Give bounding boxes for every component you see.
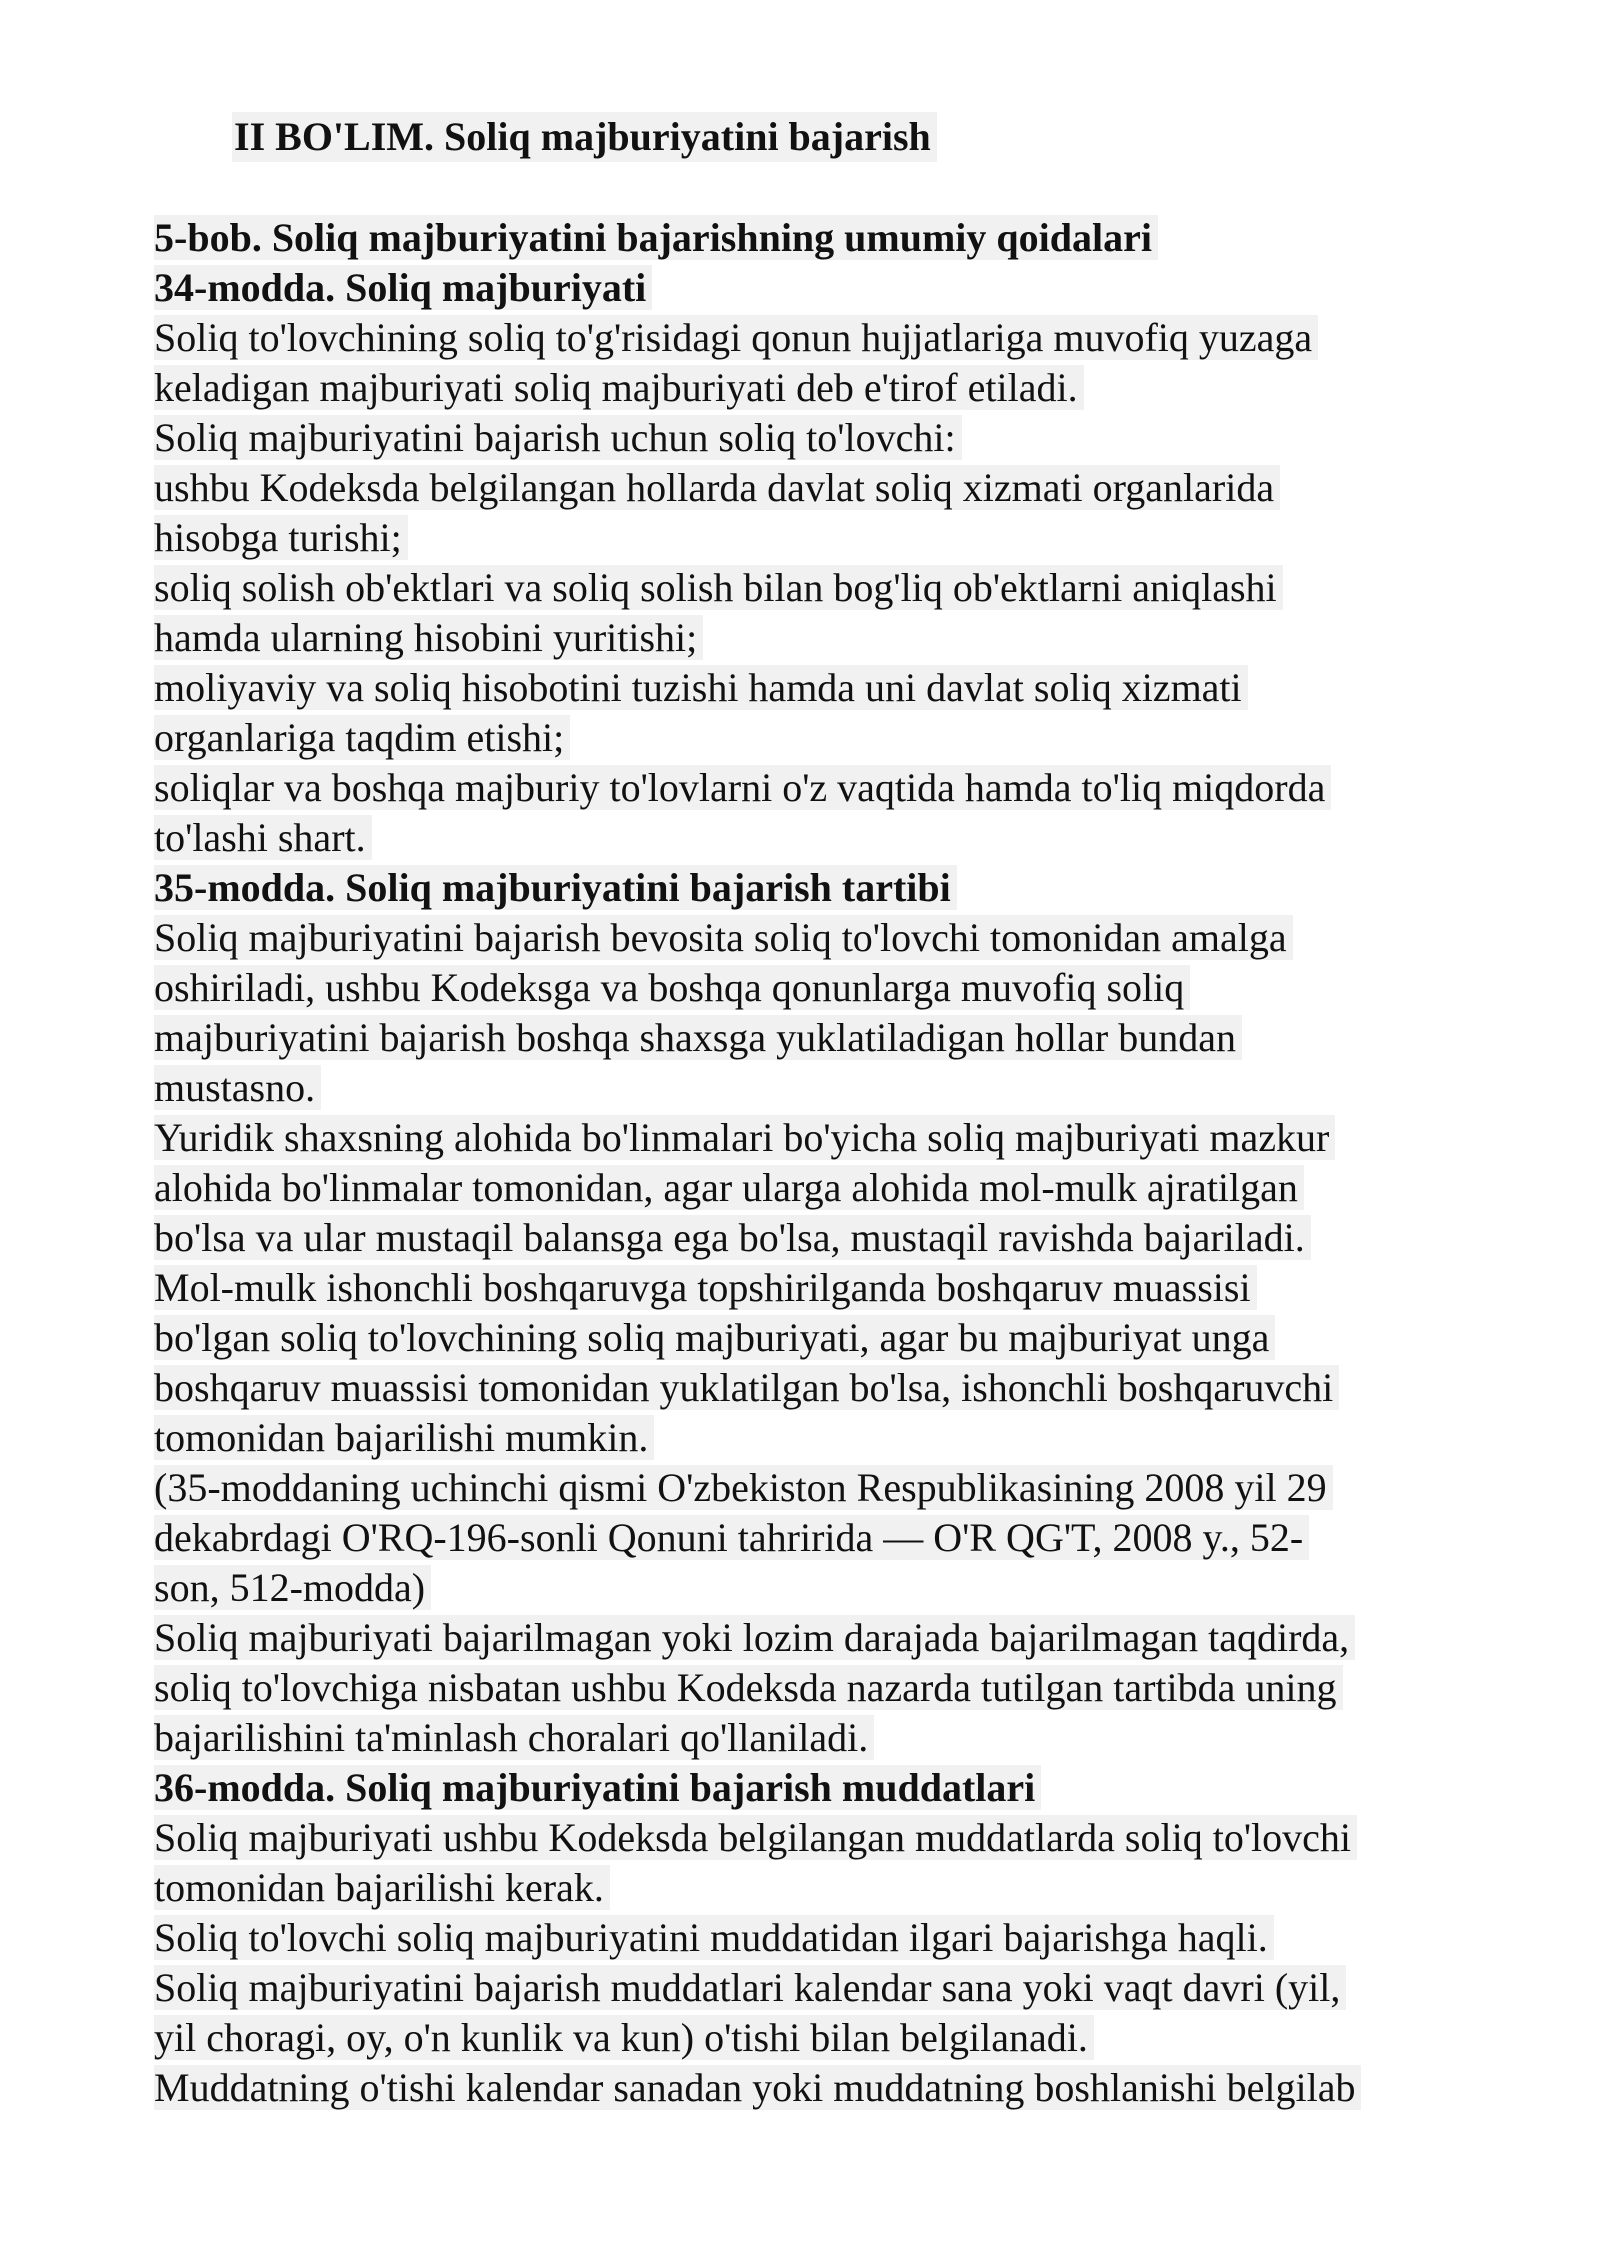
paragraph-text: Soliq majburiyati ushbu Kodeksda belgilangan muddatlarda soliq to'lovchi (154, 1815, 1357, 1860)
heading-line (154, 863, 1474, 913)
paragraph-text: oshiriladi, ushbu Kodeksga va boshqa qonunlarga muvofiq soliq (154, 965, 1190, 1010)
text-line (154, 1313, 1474, 1363)
paragraph-text: Muddatning o'tishi kalendar sanadan yoki muddatning boshlanishi belgilab (154, 2065, 1361, 2110)
paragraph-text: bo'lgan soliq to'lovchining soliq majburiyati, agar bu majburiyat unga (154, 1315, 1275, 1360)
paragraph-text: (35-moddaning uchinchi qismi O'zbekiston Respublikasining 2008 yil 29 (154, 1465, 1333, 1510)
text-line (154, 1263, 1474, 1313)
text-line (154, 1113, 1474, 1163)
paragraph-text: moliyaviy va soliq hisobotini tuzishi hamda uni davlat soliq xizmati (154, 665, 1248, 710)
paragraph-text: hisobga turishi; (154, 515, 408, 560)
paragraph-text: soliq solish ob'ektlari va soliq solish bilan bog'liq ob'ektlarni aniqlashi (154, 565, 1283, 610)
heading-line (154, 213, 1474, 263)
paragraph-text: boshqaruv muassisi tomonidan yuklatilgan bo'lsa, ishonchli boshqaruvchi (154, 1365, 1339, 1410)
paragraph-text: Soliq to'lovchi soliq majburiyatini muddatidan ilgari bajarishga haqli. (154, 1915, 1274, 1960)
text-line (154, 513, 1474, 563)
paragraph-text: yil choragi, oy, o'n kunlik va kun) o'tishi bilan belgilanadi. (154, 2015, 1094, 2060)
heading-text: 36-modda. Soliq majburiyatini bajarish muddatlari (154, 1765, 1041, 1810)
text-line (154, 1413, 1474, 1463)
paragraph-text: Yuridik shaxsning alohida bo'linmalari bo'yicha soliq majburiyati mazkur (154, 1115, 1335, 1160)
text-line (154, 313, 1474, 363)
text-line (154, 413, 1474, 463)
paragraph-text: to'lashi shart. (154, 815, 372, 860)
text-line (154, 1913, 1474, 1963)
paragraph-text: Soliq majburiyati bajarilmagan yoki lozim darajada bajarilmagan taqdirda, (154, 1615, 1355, 1660)
paragraph-text: Soliq to'lovchining soliq to'g'risidagi qonun hujjatlariga muvofiq yuzaga (154, 315, 1318, 360)
text-line (154, 1363, 1474, 1413)
text-line (154, 663, 1474, 713)
paragraph-text: dekabrdagi O'RQ-196-sonli Qonuni tahririda — O'R QG'T, 2008 y., 52- (154, 1515, 1309, 1560)
text-line (154, 1963, 1474, 2013)
heading-text: 35-modda. Soliq majburiyatini bajarish tartibi (154, 865, 957, 910)
paragraph-text: keladigan majburiyati soliq majburiyati deb e'tirof etiladi. (154, 365, 1084, 410)
text-line (154, 1713, 1474, 1763)
text-line (154, 1863, 1474, 1913)
text-line (154, 1063, 1474, 1113)
text-line (154, 363, 1474, 413)
heading-line (154, 1763, 1474, 1813)
paragraph-text: tomonidan bajarilishi kerak. (154, 1865, 610, 1910)
heading-text: 5-bob. Soliq majburiyatini bajarishning umumiy qoidalari (154, 215, 1158, 260)
heading-text: 34-modda. Soliq majburiyati (154, 265, 652, 310)
paragraph-text: Soliq majburiyatini bajarish muddatlari kalendar sana yoki vaqt davri (yil, (154, 1965, 1346, 2010)
heading-line (154, 263, 1474, 313)
paragraph-text: alohida bo'linmalar tomonidan, agar ularga alohida mol-mulk ajratilgan (154, 1165, 1304, 1210)
paragraph-text: soliq to'lovchiga nisbatan ushbu Kodeksda nazarda tutilgan tartibda uning (154, 1665, 1343, 1710)
text-line (154, 763, 1474, 813)
text-line (154, 1213, 1474, 1263)
paragraph-text: majburiyatini bajarish boshqa shaxsga yuklatiladigan hollar bundan (154, 1015, 1242, 1060)
paragraph-text: hamda ularning hisobini yuritishi; (154, 615, 703, 660)
text-line (154, 2063, 1474, 2113)
paragraph-text: tomonidan bajarilishi mumkin. (154, 1415, 654, 1460)
text-line (154, 713, 1474, 763)
section-title: II BO'LIM. Soliq majburiyatini bajarish (232, 112, 937, 162)
paragraph-text: organlariga taqdim etishi; (154, 715, 570, 760)
text-line (154, 1513, 1474, 1563)
text-line (154, 1563, 1474, 1613)
text-line (154, 1013, 1474, 1063)
text-line (154, 1163, 1474, 1213)
text-line (154, 563, 1474, 613)
text-line (154, 913, 1474, 963)
paragraph-text: ushbu Kodeksda belgilangan hollarda davlat soliq xizmati organlarida (154, 465, 1280, 510)
text-line (154, 1613, 1474, 1663)
text-line (154, 463, 1474, 513)
paragraph-text: mustasno. (154, 1065, 321, 1110)
text-line (154, 1813, 1474, 1863)
paragraph-text: soliqlar va boshqa majburiy to'lovlarni o'z vaqtida hamda to'liq miqdorda (154, 765, 1331, 810)
paragraph-text: son, 512-modda) (154, 1565, 431, 1610)
paragraph-text: Soliq majburiyatini bajarish bevosita soliq to'lovchi tomonidan amalga (154, 915, 1293, 960)
paragraph-text: Soliq majburiyatini bajarish uchun soliq to'lovchi: (154, 415, 962, 460)
text-line (154, 2013, 1474, 2063)
text-line (154, 1663, 1474, 1713)
text-line (154, 813, 1474, 863)
paragraph-text: Mol-mulk ishonchli boshqaruvga topshirilganda boshqaruv muassisi (154, 1265, 1257, 1310)
document-body (154, 213, 1474, 2113)
text-line (154, 963, 1474, 1013)
text-line (154, 1463, 1474, 1513)
text-line (154, 613, 1474, 663)
paragraph-text: bajarilishini ta'minlash choralari qo'llaniladi. (154, 1715, 874, 1760)
paragraph-text: bo'lsa va ular mustaqil balansga ega bo'lsa, mustaqil ravishda bajariladi. (154, 1215, 1311, 1260)
